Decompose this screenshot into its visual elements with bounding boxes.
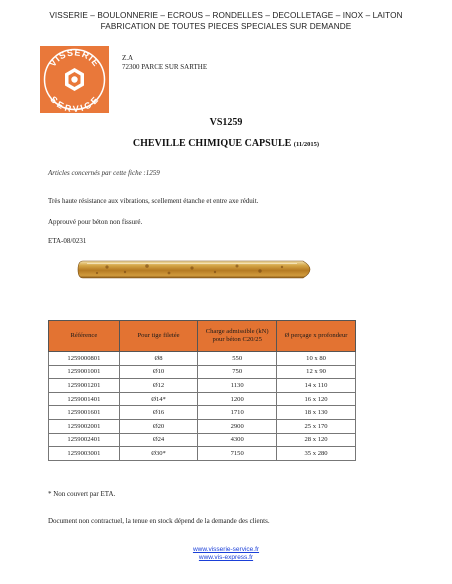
cell-load: 1200 [198, 392, 277, 406]
description-2: Approuvé pour béton non fissuré. [48, 218, 143, 226]
logo-top-text: VISSERIE [47, 47, 102, 69]
cell-rod: Ø16 [119, 406, 197, 420]
col-admissible-load: Charge admissible (kN) pour béton C20/25 [198, 321, 277, 352]
cell-reference: 1259003001 [49, 447, 120, 461]
table-row [49, 419, 356, 433]
table-row [49, 392, 356, 406]
cell-reference: 1259001601 [49, 406, 120, 420]
table-header-row [49, 321, 356, 352]
cell-drilling: 25 x 170 [277, 419, 356, 433]
cell-rod: Ø30* [119, 447, 197, 461]
table-row [49, 433, 356, 447]
cell-load: 7150 [198, 447, 277, 461]
cell-drilling: 16 x 120 [277, 392, 356, 406]
cell-reference: 1259002001 [49, 419, 120, 433]
cell-rod: Ø12 [119, 379, 197, 393]
cell-rod: Ø20 [119, 419, 197, 433]
product-title-text: CHEVILLE CHIMIQUE CAPSULE [132, 138, 292, 149]
cell-drilling: 14 x 110 [277, 379, 356, 393]
cell-load: 4300 [198, 433, 277, 447]
cell-drilling: 10 x 80 [277, 352, 356, 366]
cell-reference: 1259002401 [49, 433, 120, 447]
header-line-2: FABRICATION DE TOUTES PIECES SPECIALES SUR DEMANDE [100, 22, 352, 31]
cell-drilling: 12 x 90 [277, 365, 356, 379]
table-row [49, 379, 356, 393]
address-line-2: 72300 PARCE SUR SARTHE [122, 63, 208, 71]
cell-rod: Ø24 [119, 433, 197, 447]
header-line-1: VISSERIE – BOULONNERIE – ECROUS – RONDELLES – DECOLLETAGE – INOX – LAITON [49, 11, 403, 20]
cell-load: 550 [198, 352, 277, 366]
company-address [122, 54, 207, 72]
cell-reference: 1259000801 [49, 352, 120, 366]
link-vis-express[interactable]: www.vis-express.fr [198, 554, 254, 561]
cell-drilling: 28 x 120 [277, 433, 356, 447]
table-row [49, 406, 356, 420]
cell-rod: Ø8 [119, 352, 197, 366]
cell-rod: Ø10 [119, 365, 197, 379]
link-visserie-service[interactable]: www.visserie-service.fr [192, 546, 260, 553]
table-row [49, 447, 356, 461]
cell-drilling: 35 x 280 [277, 447, 356, 461]
product-table [48, 320, 356, 461]
product-title [0, 138, 452, 149]
eta-reference: ETA-08/0231 [48, 237, 87, 245]
col-drilling: Ø perçage x profondeur [277, 321, 356, 352]
cell-load: 750 [198, 365, 277, 379]
disclaimer: Document non contractuel, la tenue en stock dépend de la demande des clients. [48, 517, 270, 525]
address-line-1: Z.A [122, 54, 134, 62]
product-code: VS1259 [209, 117, 243, 128]
description-1: Très haute résistance aux vibrations, scellement étanche et entre axe réduit. [48, 197, 259, 205]
table-row [49, 352, 356, 366]
col-threaded-rod: Pour tige filetée [119, 321, 197, 352]
table-row [49, 365, 356, 379]
cell-load: 1130 [198, 379, 277, 393]
capsule-product-image [77, 258, 318, 281]
cell-rod: Ø14* [119, 392, 197, 406]
product-date: (11/2015) [293, 141, 320, 148]
cell-reference: 1259001001 [49, 365, 120, 379]
cell-reference: 1259001401 [49, 392, 120, 406]
cell-load: 1710 [198, 406, 277, 420]
concerned-articles: Articles concernés par cette fiche :1259 [48, 169, 160, 177]
page-header [0, 10, 452, 32]
logo-graphic [40, 46, 109, 113]
visserie-service-logo [40, 46, 109, 113]
website-links [0, 546, 452, 562]
cell-reference: 1259001201 [49, 379, 120, 393]
logo-bottom-text: SERVICE [48, 94, 101, 113]
eta-footnote: * Non couvert par ETA. [48, 490, 116, 498]
col-reference: Référence [49, 321, 120, 352]
cell-load: 2900 [198, 419, 277, 433]
cell-drilling: 18 x 130 [277, 406, 356, 420]
